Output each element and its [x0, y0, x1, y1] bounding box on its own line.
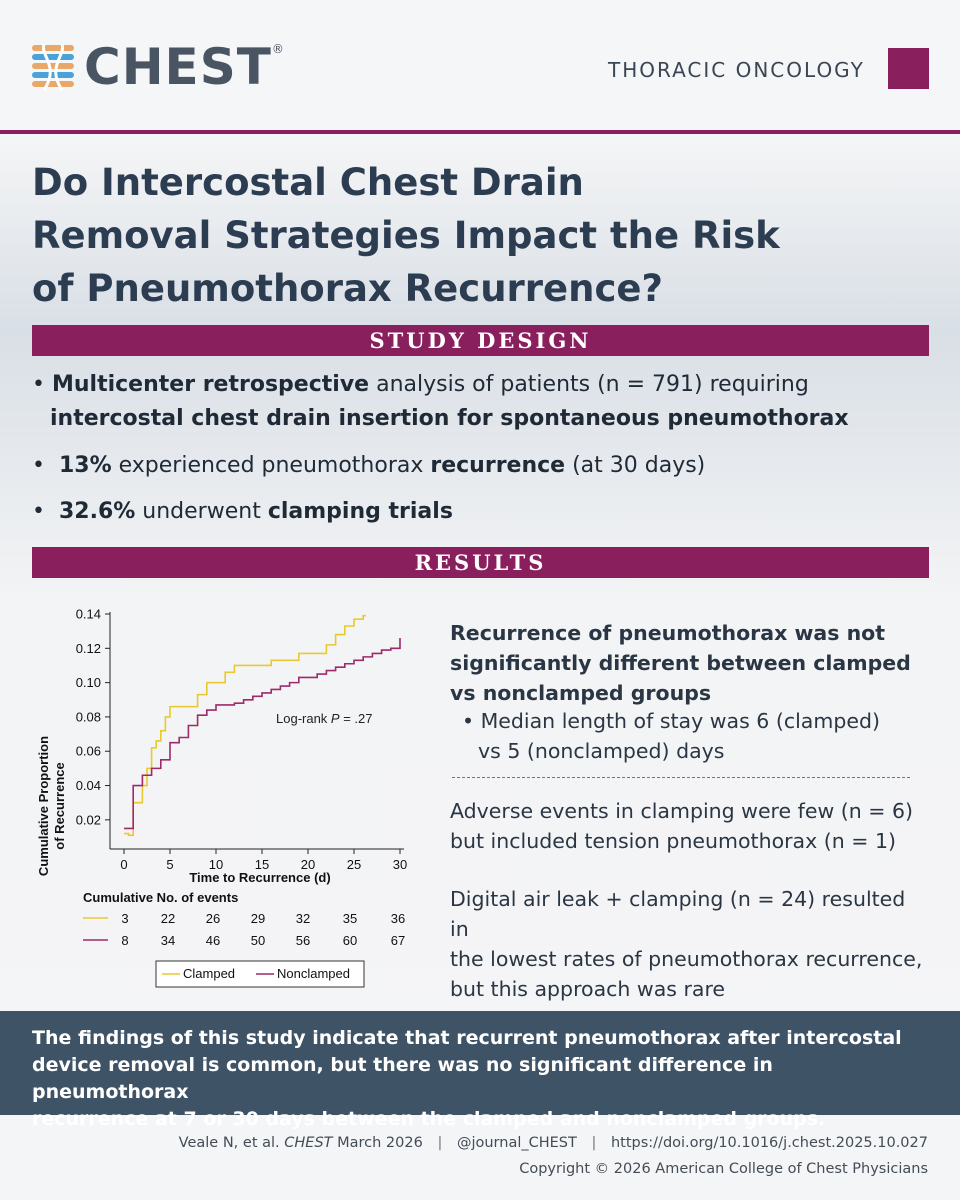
legend-nonclamped: Nonclamped: [277, 966, 350, 981]
event-count-clamped: 32: [295, 911, 311, 926]
design-bullet-3: • 32.6% underwent clamping trials: [32, 499, 453, 524]
doi-link[interactable]: https://doi.org/10.1016/j.chest.2025.10.027: [610, 1135, 928, 1151]
paragraph-line: the lowest rates of pneumothorax recurrence,: [450, 947, 923, 971]
event-count-clamped: 36: [390, 911, 406, 926]
event-count-nonclamped: 34: [160, 933, 176, 948]
event-count-clamped: 29: [250, 911, 266, 926]
citation-authors: Veale N, et al.: [178, 1135, 285, 1151]
bullet-bold: recurrence: [430, 453, 566, 478]
title-line: Do Intercostal Chest Drain: [32, 161, 584, 204]
event-count-nonclamped: 60: [342, 933, 358, 948]
chest-logo-icon: [30, 42, 76, 92]
chart-legend: [156, 961, 364, 987]
conclusion-line: The findings of this study indicate that recurrent pneumothorax after intercostal: [32, 1027, 902, 1049]
results-subbullet: • Median length of stay was 6 (clamped) vs 5 (nonclamped) days: [462, 706, 942, 766]
y-tick-label: 0.06: [75, 743, 101, 759]
bullet-bold: Multicenter retrospective: [51, 372, 370, 397]
title-line: Removal Strategies Impact the Risk: [32, 214, 780, 257]
events-heading: Cumulative No. of events: [83, 890, 239, 905]
headline-line: vs nonclamped groups: [450, 681, 712, 705]
dashed-divider: [452, 777, 910, 778]
social-handle[interactable]: @journal_CHEST: [456, 1135, 577, 1151]
event-count-nonclamped: 56: [295, 933, 311, 948]
separator: |: [591, 1135, 597, 1151]
conclusion-line: device removal is common, but there was no significant difference in pneumothorax: [32, 1054, 773, 1103]
logrank-annotation: Log-rank P = .27: [276, 711, 373, 726]
bullet-bold: clamping trials: [267, 499, 453, 524]
header: [0, 0, 960, 133]
brand-name: CHEST: [84, 38, 272, 96]
event-count-nonclamped: 8: [121, 933, 129, 948]
bullet-bold: intercostal chest drain insertion for spontaneous pneumothorax: [50, 406, 849, 431]
copyright: Copyright © 2026 American College of Chest Physicians: [519, 1161, 928, 1177]
page-title: [32, 156, 912, 315]
results-adverse-events: [450, 796, 930, 856]
chest-logo: [30, 38, 284, 96]
event-count-clamped: 35: [342, 911, 358, 926]
separator: |: [437, 1135, 443, 1151]
conclusion-line: recurrence at 7 or 30 days between the clamped and nonclamped groups.: [32, 1108, 826, 1130]
y-axis-label-line-1: Cumulative Proportion: [36, 735, 51, 877]
results-headline: [450, 618, 930, 708]
chart-axes: [110, 612, 404, 849]
x-tick-label: 15: [254, 857, 270, 872]
results-air-leak: [450, 884, 930, 1004]
series-line-nonclamped: [124, 638, 400, 828]
section-color-square: [888, 48, 929, 89]
paragraph-line: Digital air leak + clamping (n = 24) resulted in: [450, 887, 906, 941]
headline-line: significantly different between clamped: [450, 651, 911, 675]
paragraph-line: but this approach was rare: [450, 977, 726, 1001]
y-axis-label-line-2: of Recurrence: [52, 762, 67, 850]
headline-line: Recurrence of pneumothorax was not: [450, 621, 886, 645]
title-line: of Pneumothorax Recurrence?: [32, 267, 663, 310]
design-bullet-1: • Multicenter retrospective analysis of patients (n = 791) requiring intercostal chest drain insertion for spontaneous pneumothorax: [32, 372, 849, 431]
legend-clamped: Clamped: [183, 966, 236, 981]
x-tick-label: 20: [300, 857, 316, 872]
bullet-text: experienced pneumothorax: [111, 453, 431, 478]
event-count-clamped: 26: [205, 911, 221, 926]
bullet-bold: 32.6%: [58, 499, 136, 524]
x-tick-label: 25: [346, 857, 362, 872]
citation-line: [179, 1135, 928, 1151]
x-tick-label: 30: [392, 857, 408, 872]
citation-journal: CHEST: [284, 1135, 333, 1151]
subbullet-line: Median length of stay was 6 (clamped): [480, 709, 880, 733]
design-bullet-2: • 13% experienced pneumothorax recurrence (at 30 days): [32, 453, 706, 478]
event-count-nonclamped: 50: [250, 933, 266, 948]
conclusion-box: [0, 1011, 960, 1130]
event-count-nonclamped: 67: [390, 933, 406, 948]
y-tick-label: 0.02: [75, 812, 101, 828]
section-label: THORACIC ONCOLOGY: [608, 58, 865, 82]
y-tick-label: 0.08: [75, 709, 101, 725]
y-tick-label: 0.12: [75, 640, 101, 656]
x-tick-label: 5: [166, 857, 174, 872]
subbullet-line: vs 5 (nonclamped) days: [478, 739, 725, 763]
chart-ticks: [76, 607, 408, 873]
event-count-clamped: 3: [121, 911, 129, 926]
paragraph-line: Adverse events in clamping were few (n = 6): [450, 799, 914, 823]
event-count-clamped: 22: [160, 911, 176, 926]
brand-registered: ®: [271, 42, 284, 56]
bullet-text: underwent: [135, 499, 268, 524]
events-table: [121, 911, 405, 948]
y-tick-label: 0.10: [75, 675, 101, 691]
study-design-heading: STUDY DESIGN: [32, 325, 929, 356]
citation-date: March 2026: [332, 1135, 423, 1151]
kaplan-meier-chart: [20, 600, 420, 1000]
paragraph-line: but included tension pneumothorax (n = 1): [450, 829, 897, 853]
bullet-text: (at 30 days): [565, 453, 706, 478]
bullet-text: analysis of patients (n = 791) requiring: [369, 372, 809, 397]
y-tick-label: 0.04: [75, 778, 101, 794]
event-count-nonclamped: 46: [205, 933, 221, 948]
x-tick-label: 0: [120, 857, 128, 872]
results-heading: RESULTS: [32, 547, 929, 578]
bullet-bold: 13%: [58, 453, 112, 478]
y-tick-label: 0.14: [75, 606, 101, 622]
header-divider: [0, 130, 960, 134]
x-axis-label: Time to Recurrence (d): [189, 870, 331, 885]
x-tick-label: 10: [208, 857, 224, 872]
